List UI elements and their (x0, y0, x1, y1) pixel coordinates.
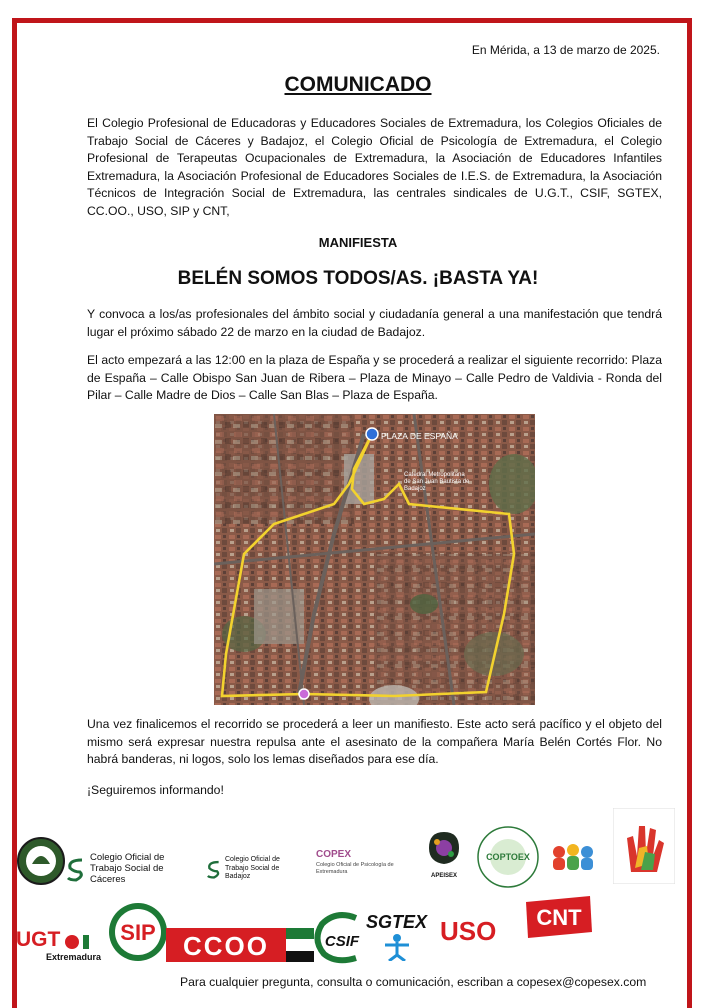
ugt-logo: UGT Extremadura (16, 928, 102, 962)
cnt-logo (524, 894, 594, 945)
educadores-infantiles-logo (545, 840, 601, 881)
route-map-image (214, 414, 535, 705)
closing-line: ¡Seguiremos informando! (87, 783, 224, 797)
map-label-catedral: Catedral Metropolitana de San Juan Bautista de Badajoz (404, 472, 470, 492)
svg-text:CNT: CNT (536, 905, 582, 930)
sgtex-logo: SGTEX (366, 912, 427, 966)
convocatoria-paragraph: Y convoca a los/as profesionales del ámbito social y ciudadanía general a una manifestación que tendrá lugar el próximo sábado 22 de marzo en la ciudad de Badajoz. (87, 307, 662, 339)
svg-text:CCOO: CCOO (183, 931, 269, 961)
ts-badajoz-logo: Colegio Oficial de Trabajo Social de Badajoz (206, 856, 305, 882)
svg-text:CSIF: CSIF (324, 933, 360, 950)
manifiesta-heading: MANIFIESTA (318, 235, 398, 250)
slogan-heading: BELÉN SOMOS TODOS/AS. ¡BASTA YA! (177, 268, 539, 289)
footer-contact: Para cualquier pregunta, consulta o comunicación, escriban a copesex@copesex.com (180, 975, 647, 989)
uso-logo: USO (440, 916, 497, 946)
svg-text:COPTOEX: COPTOEX (486, 852, 530, 862)
intro-paragraph: El Colegio Profesional de Educadoras y Educadores Sociales de Extremadura, los Colegios Oficiales de Trabajo Social de Cáceres y Badajoz, el Colegio Oficial de Psicología de Extremadura, el Colegio Profesional de Terapeutas Ocupacionales de Extremadura, la Asociación de Educadores Infantiles Extremadura, la Asociación Profesional de Educadores Sociales de I.E.S. de Extremadura, la Asociación Técnicos de Integración Social de Extremadura, las centrales sindicales de U.G.T., CSIF, SGTEX, CC.OO., USO, SIP y CNT, (87, 116, 662, 218)
ccoo-logo (166, 928, 314, 967)
closing-paragraph: Una vez finalicemos el recorrido se procederá a leer un manifiesto. Este acto será pacífico y el objeto del mismo será expresar nuestra repulsa ante el asesinato de la compañera María Belén Cortés Flor. No habrá banderas, ni logos, solo los lemas diseñados para ese día. (87, 717, 662, 766)
coptoex-logo (475, 824, 541, 895)
copesex-logo (16, 836, 66, 891)
apeisex-logo: APEISEX (418, 828, 470, 879)
map-label-plaza: PLAZA DE ESPAÑA (381, 431, 458, 441)
document-title: COMUNICADO (284, 73, 432, 96)
start-marker (366, 428, 378, 440)
atisex-logo (613, 808, 675, 889)
csif-logo (312, 910, 366, 971)
copex-logo: COPEX Colegio Oficial de Psicología de Extremadura (316, 849, 394, 875)
document-date: En Mérida, a 13 de marzo de 2025. (471, 43, 660, 57)
svg-text:SIP: SIP (120, 920, 156, 945)
ts-caceres-logo: Colegio Oficial de Trabajo Social de Cáceres (66, 852, 186, 885)
sip-logo (108, 902, 168, 967)
route-map (214, 414, 535, 705)
route-paragraph: El acto empezará a las 12:00 en la plaza de España y se procederá a realizar el siguiente recorrido: Plaza de España – Calle Obispo San Juan de Ribera – Plaza de Minayo – Calle Pedro de Valdivia - Ronda del Pilar – Calle Madre de Dios – Calle San Blas – Plaza de España. (87, 353, 662, 402)
